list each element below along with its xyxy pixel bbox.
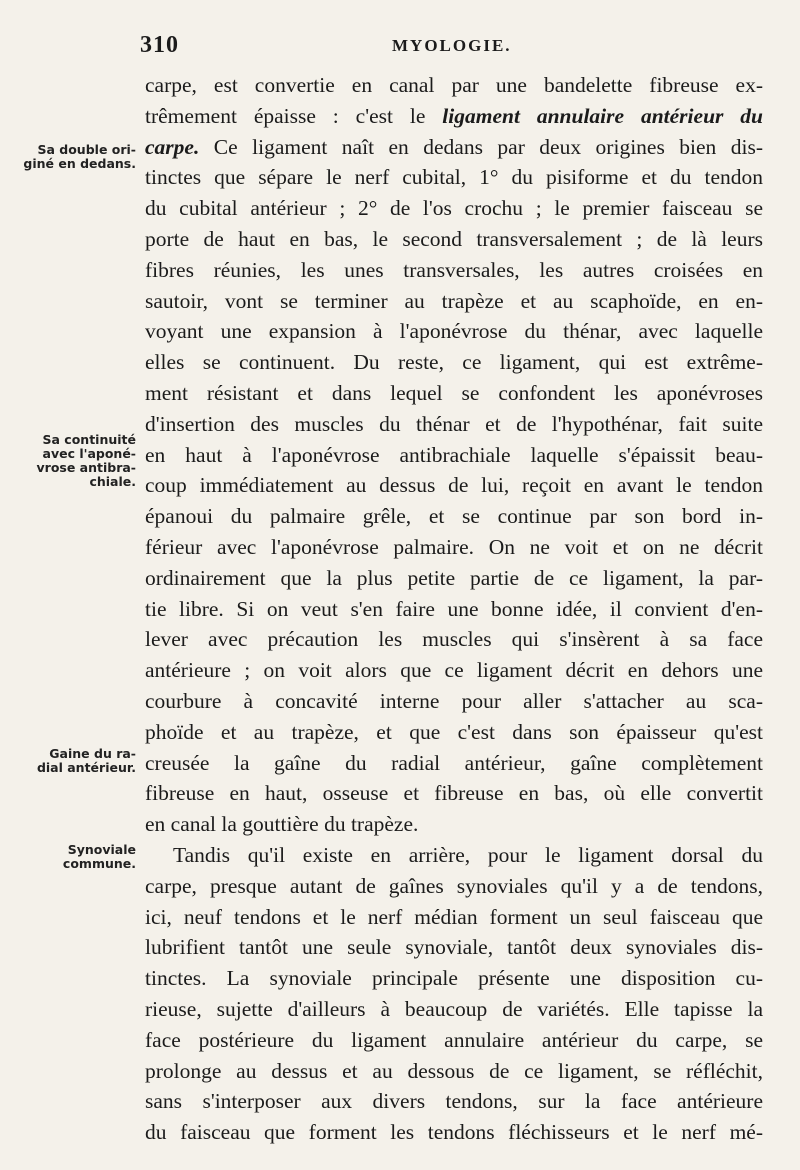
running-head: MYOLOGIE. bbox=[392, 36, 512, 55]
margin-note-line: dial antérieur. bbox=[36, 760, 136, 775]
text-line: tie libre. Si on veut s'en faire une bonne idée, il convient d'en- bbox=[145, 596, 763, 621]
text-line: épanoui du palmaire grêle, et se continue par son bord in- bbox=[145, 504, 763, 529]
text-line: carpe, presque autant de gaînes synoviales qu'il y a de tendons, bbox=[145, 873, 763, 898]
text-line: Tandis qu'il existe en arrière, pour le ligament dorsal du bbox=[173, 842, 763, 867]
text-line bbox=[145, 132, 763, 163]
text-line: ici, neuf tendons et le nerf médian forment un seul faisceau que bbox=[145, 904, 763, 929]
text-line: du faisceau que forment les tendons fléchisseurs et le nerf mé- bbox=[145, 1120, 763, 1145]
margin-note-line: chiale. bbox=[89, 474, 136, 489]
margin-note-line: Gaine du ra- bbox=[49, 746, 136, 761]
text-line: en canal la gouttière du trapèze. bbox=[145, 812, 419, 837]
text-line: face postérieure du ligament annulaire antérieur du carpe, se bbox=[145, 1027, 763, 1052]
text-line: sautoir, vont se terminer au trapèze et au scaphoïde, en en- bbox=[145, 288, 763, 313]
margin-note-line: Synoviale bbox=[67, 842, 136, 857]
margin-note-double-origine bbox=[18, 143, 136, 171]
text-line: creusée la gaîne du radial antérieur, gaîne complètement bbox=[145, 750, 763, 775]
text-line: lever avec précaution les muscles qui s'insèrent à sa face bbox=[145, 627, 763, 652]
margin-note-line: giné en dedans. bbox=[23, 156, 136, 171]
text-line: prolonge au dessus et au dessous de ce ligament, se réfléchit, bbox=[145, 1058, 763, 1083]
text-line: fibres réunies, les unes transversales, les autres croisées en bbox=[145, 257, 763, 282]
text-line: ment résistant et dans lequel se confondent les aponévroses bbox=[145, 380, 763, 405]
margin-note-line: avec l'aponé- bbox=[42, 446, 136, 461]
italic-term: carpe. bbox=[145, 134, 200, 159]
text-line: carpe, est convertie en canal par une bandelette fibreuse ex- bbox=[145, 73, 763, 97]
page-header bbox=[140, 32, 760, 60]
margin-note-line: Sa double ori- bbox=[37, 142, 136, 157]
text-line: voyant une expansion à l'aponévrose du thénar, avec laquelle bbox=[145, 319, 763, 344]
margin-note-line: Sa continuité bbox=[42, 432, 136, 447]
text-line: en haut à l'aponévrose antibrachiale laquelle s'épaissit beau- bbox=[145, 442, 763, 467]
page-number: 310 bbox=[140, 32, 179, 58]
text-line: coup immédiatement au dessus de lui, reçoit en avant le tendon bbox=[145, 473, 763, 498]
margin-note-line: commune. bbox=[62, 856, 136, 871]
italic-term: ligament annulaire antérieur du bbox=[442, 103, 763, 128]
text-line: du cubital antérieur ; 2° de l'os crochu ; le premier faisceau se bbox=[145, 196, 763, 221]
margin-note-gaine bbox=[18, 747, 136, 775]
margin-note-line: vrose antibra- bbox=[36, 460, 136, 475]
text-line: ordinairement que la plus petite partie de ce ligament, la par- bbox=[145, 565, 763, 590]
text-line: férieur avec l'aponévrose palmaire. On ne voit et on ne décrit bbox=[145, 534, 763, 559]
body-text bbox=[145, 70, 763, 1148]
text-line: porte de haut en bas, le second transversalement ; de là leurs bbox=[145, 226, 763, 251]
text-line: tinctes que sépare le nerf cubital, 1° du pisiforme et du tendon bbox=[145, 165, 763, 190]
text-run: Ce ligament naît en dedans par deux origines bien dis- bbox=[199, 134, 763, 159]
margin-note-synoviale bbox=[18, 843, 136, 871]
text-line: tinctes. La synoviale principale présente une disposition cu- bbox=[145, 966, 763, 991]
text-line: d'insertion des muscles du thénar et de l'hypothénar, fait suite bbox=[145, 411, 763, 436]
margin-note-continuite bbox=[18, 433, 136, 489]
text-line bbox=[145, 101, 763, 132]
text-line: fibreuse en haut, osseuse et fibreuse en bas, où elle convertit bbox=[145, 781, 763, 806]
text-line: rieuse, sujette d'ailleurs à beaucoup de variétés. Elle tapisse la bbox=[145, 996, 763, 1021]
text-line: elles se continuent. Du reste, ce ligament, qui est extrême- bbox=[145, 350, 763, 375]
text-run: trêmement épaisse : c'est le bbox=[145, 103, 443, 128]
text-line: lubrifient tantôt une seule synoviale, tantôt deux synoviales dis- bbox=[145, 935, 763, 960]
text-line: antérieure ; on voit alors que ce ligament décrit en dehors une bbox=[145, 658, 763, 683]
text-line: phoïde et au trapèze, et que c'est dans son épaisseur qu'est bbox=[145, 719, 763, 744]
text-line: courbure à concavité interne pour aller s'attacher au sca- bbox=[145, 688, 763, 713]
text-line: sans s'interposer aux divers tendons, sur la face antérieure bbox=[145, 1089, 763, 1114]
